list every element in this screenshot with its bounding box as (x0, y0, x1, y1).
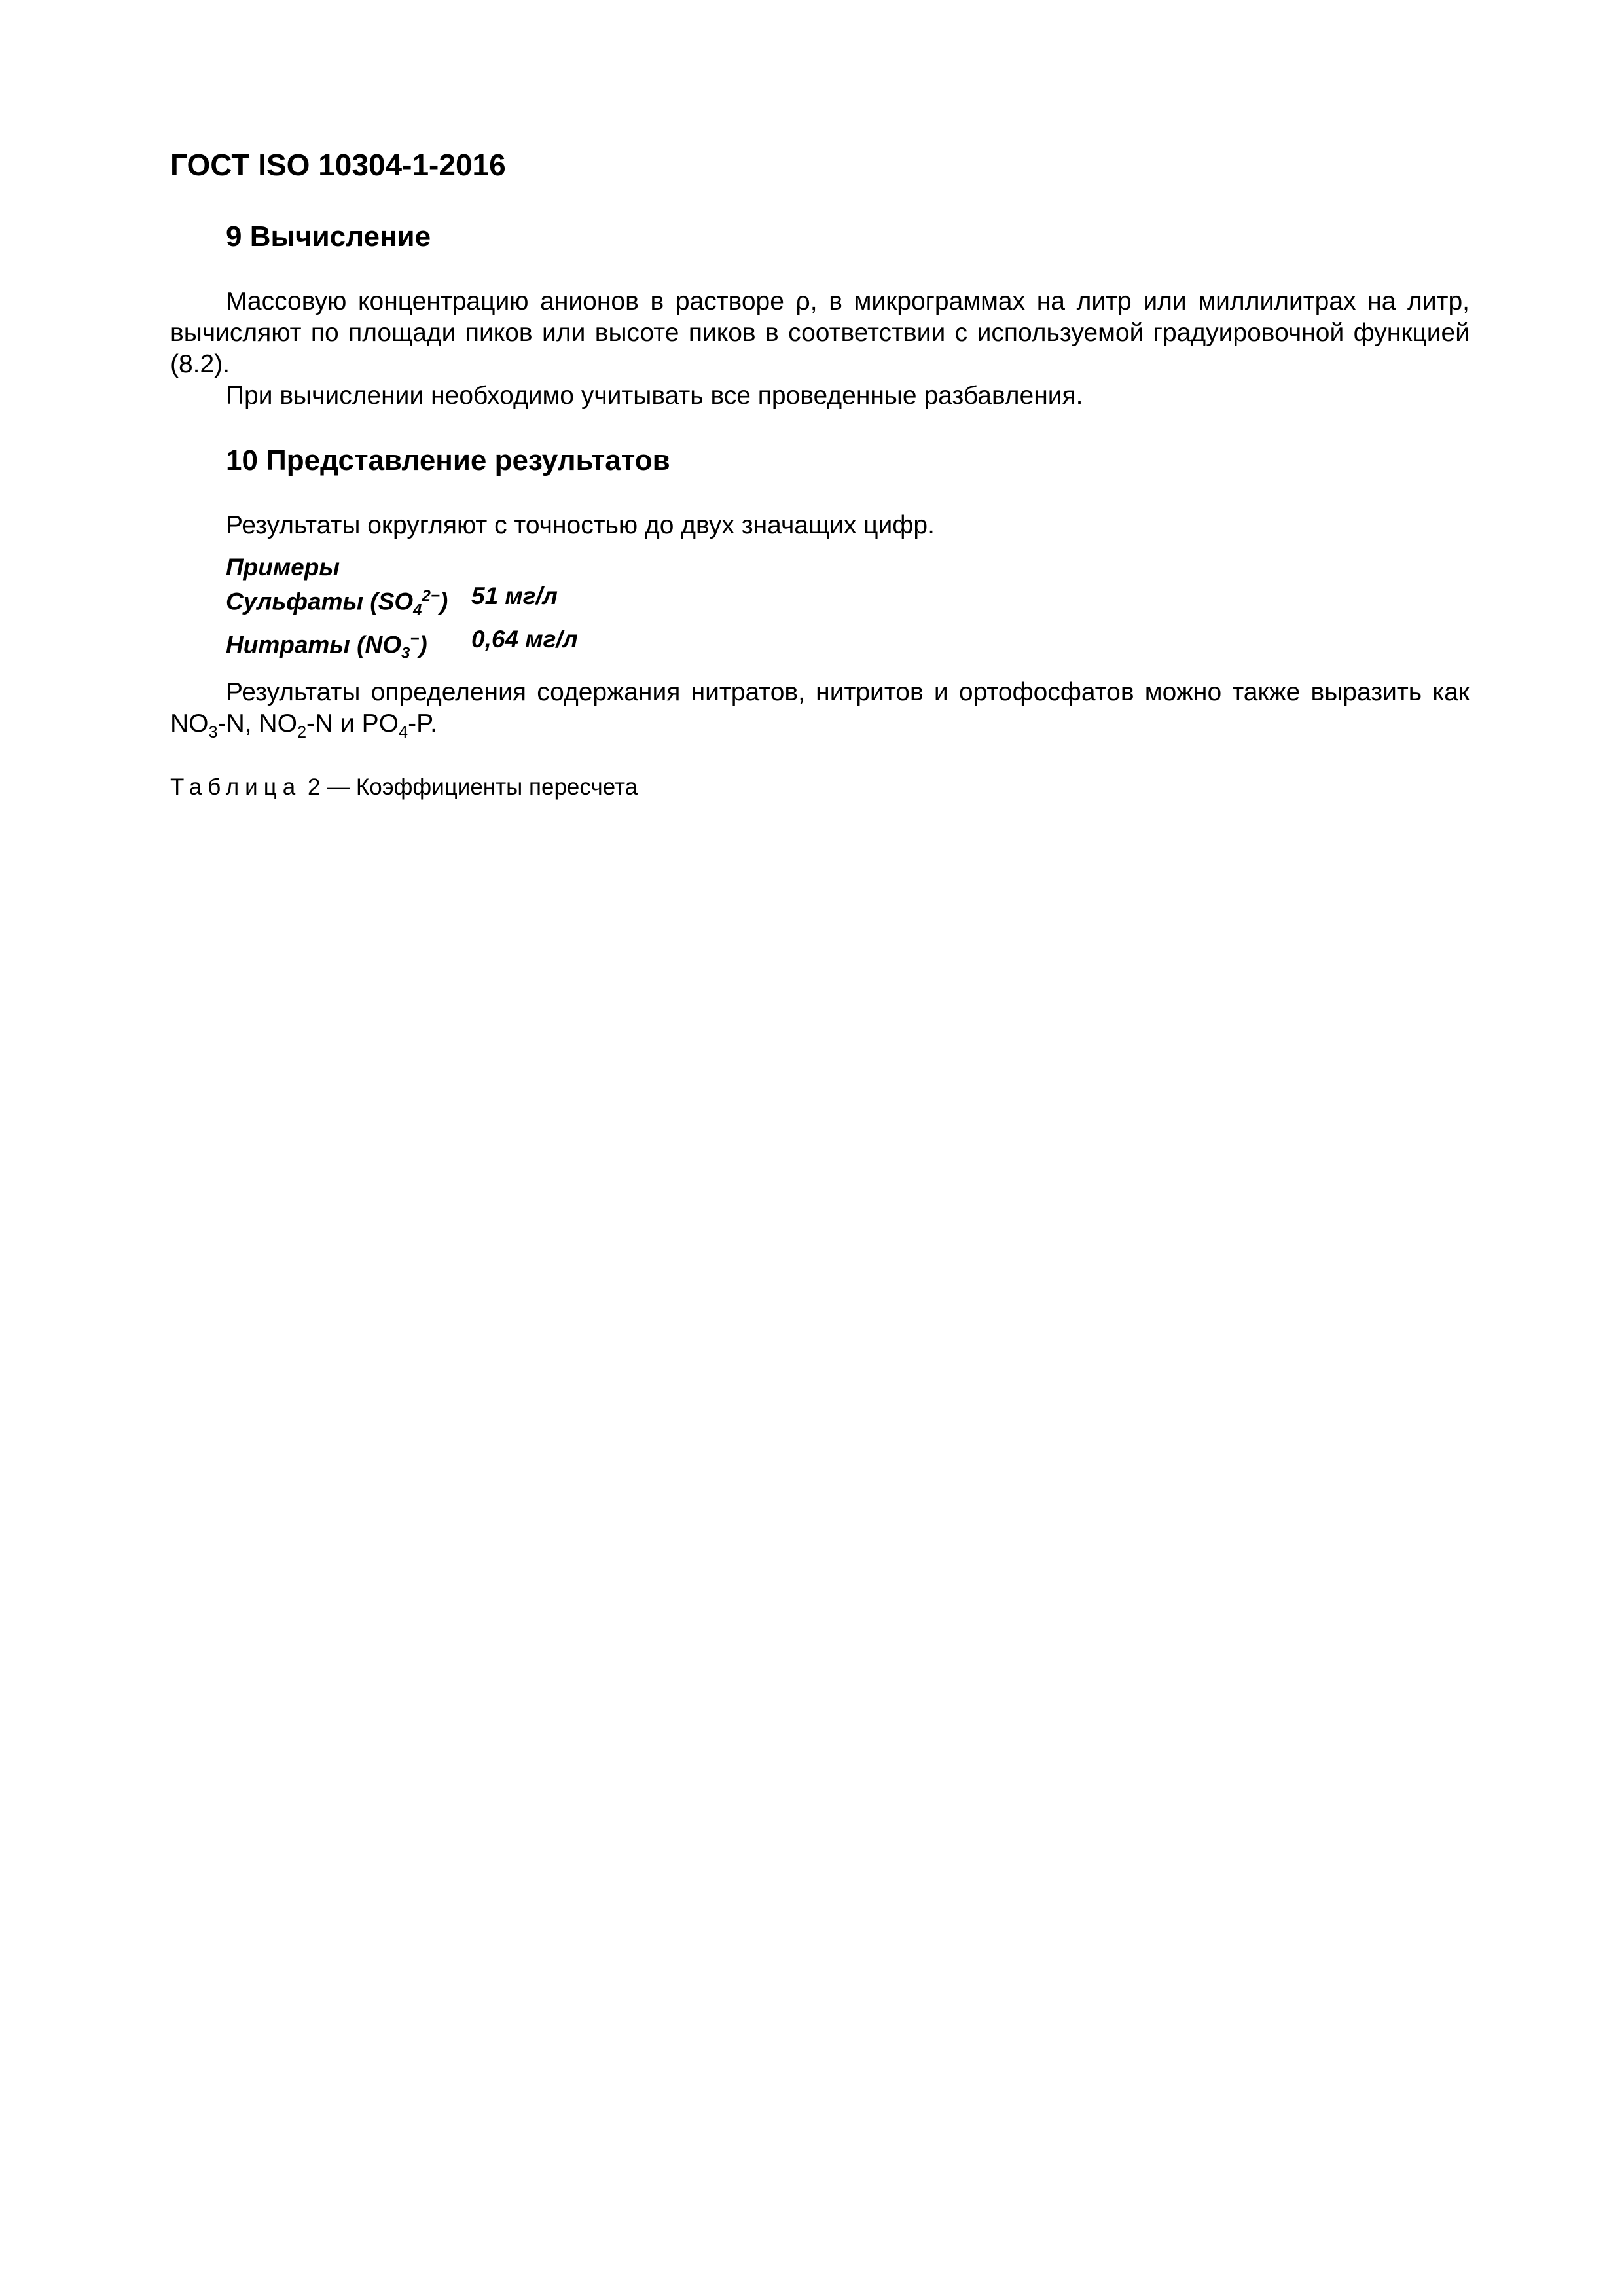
section-10-title: 10 Представление результатов (226, 444, 670, 476)
examples-block (226, 553, 1470, 668)
section-9-title: 9 Вычисление (226, 221, 431, 253)
table-caption (170, 774, 1470, 800)
table-caption-text: 2 — Коэффициенты пересчета (307, 774, 638, 800)
examples-label: Примеры (226, 554, 340, 581)
section-10-paragraph-1: Результаты округляют с точностью до двух значащих цифр. (226, 511, 935, 539)
example-nitrates (226, 625, 1470, 668)
page (170, 147, 1470, 800)
section-10-paragraph-2: Результаты определения содержания нитратов, нитритов и ортофосфатов можно также выразить как $NO_3-N$, $NO_2-N$ и $PO_4-P$. (170, 678, 1470, 742)
example-sulfates (226, 582, 1470, 625)
example-nitrates-name: Нитраты $(NO_3^-)$ (226, 630, 427, 662)
section-9-paragraph-1: Массовую концентрацию анионов в растворе ρ, в микрограммах на литр или миллилитрах на литр, вычисляют по площади пиков или высоте пиков в соответствии с используемой градуировочной функцией (8.2). (170, 287, 1470, 378)
section-9-paragraph-2: При вычислении необходимо учитывать все проведенные разбавления. (226, 382, 1083, 410)
example-nitrates-value: 0,64 мг/л (471, 625, 578, 653)
table-caption-label: Таблица (170, 774, 302, 800)
example-sulfates-value: 51 мг/л (471, 583, 558, 609)
document-header: ГОСТ ISO 10304-1-2016 (170, 148, 506, 182)
example-sulfates-name: Сульфаты $(SO_4^{2-})$ (226, 587, 448, 619)
section-9-body (170, 286, 1470, 412)
